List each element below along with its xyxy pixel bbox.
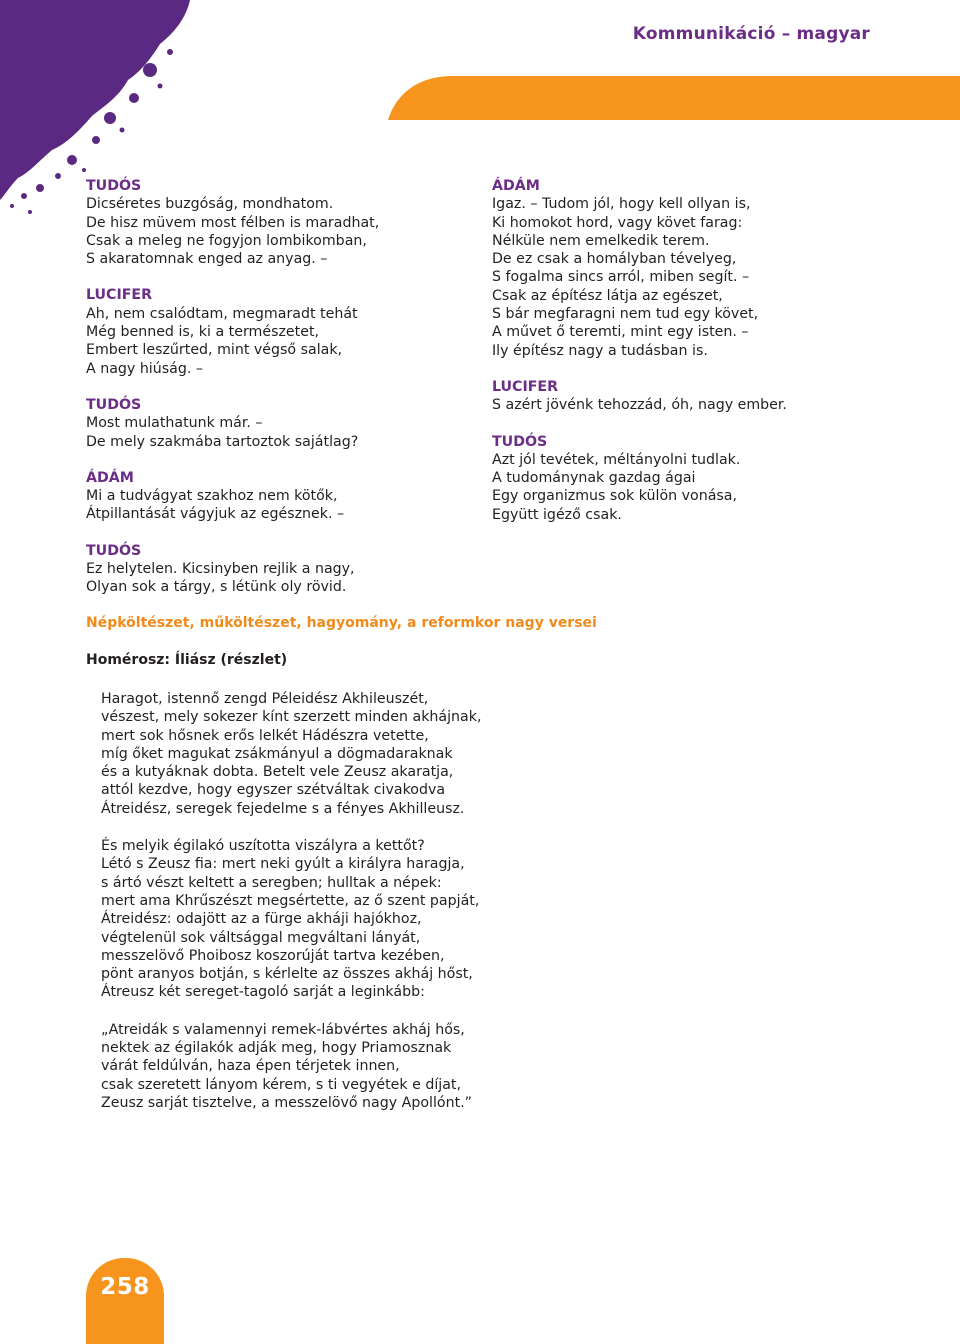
verse-line: S bár megfaragni nem tud egy követ,: [492, 306, 759, 323]
header-orange-band: [388, 0, 960, 120]
verse-line: Nélküle nem emelkedik terem.: [492, 232, 710, 249]
dialogue-stanza: [86, 177, 446, 268]
verse-line: Átpillantását vágyjuk az egésznek. –: [86, 506, 345, 523]
verse-line: Létó s Zeusz fia: mert neki gyúlt a királyra haragja,: [101, 856, 465, 873]
verse-line: vészest, mely sokezer kínt szerzett minden akhájnak,: [101, 709, 482, 726]
verse-line: Ily építész nagy a tudásban is.: [492, 342, 708, 359]
dialogue-stanza: [492, 433, 912, 524]
dialogue-stanza: [492, 378, 912, 415]
iliad-excerpt: [101, 690, 521, 1131]
dialogue-stanza: [86, 469, 446, 524]
verse-line: A nagy hiúság. –: [86, 360, 203, 377]
dialogue-stanza: [492, 177, 912, 360]
verse-line: csak szeretett lányom kérem, s ti vegyétek e díjat,: [101, 1076, 461, 1093]
dialogue-stanza: [86, 286, 446, 377]
verse-line: De ez csak a homályban tévelyeg,: [492, 251, 737, 268]
verse-line: Ki homokot hord, vagy követ farag:: [492, 214, 743, 231]
verse-line: s ártó vészt keltett a seregben; hulltak a népek:: [101, 874, 442, 891]
verse-line: mert sok hősnek erős lelkét Hádészra vetette,: [101, 727, 429, 744]
verse-line: S fogalma sincs arról, miben segít. –: [492, 269, 750, 286]
running-header-title: Kommunikáció – magyar: [632, 24, 870, 44]
verse-line: És melyik égilakó uszította viszályra a kettőt?: [101, 838, 425, 855]
verse-line: és a kutyáknak dobta. Betelt vele Zeusz akaratja,: [101, 764, 454, 781]
poem-title: Homérosz: Íliász (részlet): [86, 652, 288, 668]
verse-line: Egy organizmus sok külön vonása,: [492, 488, 737, 505]
verse-line: attól kezdve, hogy egyszer szétváltak civakodva: [101, 782, 446, 799]
verse-line: Embert leszűrted, mint végső salak,: [86, 342, 343, 359]
speaker-name: LUCIFER: [492, 378, 559, 395]
verse-line: Olyan sok a tárgy, s létünk oly rövid.: [86, 579, 347, 596]
dialogue-stanza: [86, 542, 446, 597]
verse-line: Azt jól tevétek, méltányolni tudlak.: [492, 451, 741, 468]
verse-line: Átreidész: odajött az a fürge akháji hajókhoz,: [101, 911, 422, 928]
page-number-badge: [86, 1258, 164, 1344]
verse-line: A művet ő teremti, mint egy isten. –: [492, 324, 749, 341]
verse-line: Csak az építész látja az egészet,: [492, 287, 723, 304]
verse-line: „Atreidák s valamennyi remek-lábvértes akháj hős,: [101, 1021, 465, 1038]
verse-line: mert ama Khrűszészt megsértette, az ő szent papját,: [101, 892, 480, 909]
verse-line: De mely szakmába tartoztok sajátlag?: [86, 433, 359, 450]
verse-line: messzelövő Phoibosz koszorúját tartva kezében,: [101, 947, 445, 964]
dialogue-left-column: [86, 177, 446, 615]
section-heading: Népköltészet, műköltészet, hagyomány, a reformkor nagy versei: [86, 615, 597, 631]
verse-line: Átreusz két sereget-tagoló sarját a leginkább:: [101, 984, 425, 1001]
verse-line: végtelenül sok váltsággal megváltani lányát,: [101, 929, 421, 946]
verse-line: S akaratomnak enged az anyag. –: [86, 251, 328, 268]
poem-stanza: [101, 1021, 521, 1112]
verse-line: pönt aranyos botján, s kérlelte az összes akháj hőst,: [101, 966, 473, 983]
verse-line: Dicséretes buzgóság, mondhatom.: [86, 196, 334, 213]
speaker-name: ÁDÁM: [492, 178, 540, 194]
verse-line: Átreidész, seregek fejedelme s a fényes Akhilleusz.: [101, 800, 465, 817]
verse-line: Együtt igéző csak.: [492, 506, 622, 523]
verse-line: S azért jövénk tehozzád, óh, nagy ember.: [492, 397, 787, 414]
verse-line: De hisz müvem most félben is maradhat,: [86, 214, 380, 231]
poem-stanza: [101, 690, 521, 818]
verse-line: nektek az égilakók adják meg, hogy Priamosznak: [101, 1040, 452, 1057]
speaker-name: ÁDÁM: [86, 469, 134, 486]
poem-stanza: [101, 837, 521, 1002]
verse-line: A tudománynak gazdag ágai: [492, 470, 696, 487]
speaker-name: TUDÓS: [86, 178, 142, 194]
speaker-name: TUDÓS: [86, 396, 142, 413]
verse-line: várát feldúlván, haza épen térjetek innen,: [101, 1058, 400, 1075]
verse-line: Haragot, istennő zengd Péleidész Akhileuszét,: [101, 691, 429, 707]
speaker-name: TUDÓS: [492, 433, 548, 450]
verse-line: Csak a meleg ne fogyjon lombikomban,: [86, 232, 367, 249]
speaker-name: LUCIFER: [86, 287, 153, 304]
verse-line: Ah, nem csalódtam, megmaradt tehát: [86, 305, 358, 322]
verse-line: Mi a tudvágyat szakhoz nem kötők,: [86, 488, 338, 505]
verse-line: Igaz. – Tudom jól, hogy kell ollyan is,: [492, 196, 751, 213]
speaker-name: TUDÓS: [86, 542, 142, 559]
verse-line: Zeusz sarját tisztelve, a messzelövő nagy Apollónt.”: [101, 1094, 473, 1111]
verse-line: Még benned is, ki a természetet,: [86, 324, 320, 341]
dialogue-right-column: [492, 177, 912, 542]
page-number: 258: [100, 1274, 150, 1300]
verse-line: Ez helytelen. Kicsinyben rejlik a nagy,: [86, 561, 355, 578]
verse-line: Most mulathatunk már. –: [86, 415, 263, 432]
verse-line: míg őket magukat zsákmányul a dögmadaraknak: [101, 745, 453, 762]
dialogue-stanza: [86, 396, 446, 451]
